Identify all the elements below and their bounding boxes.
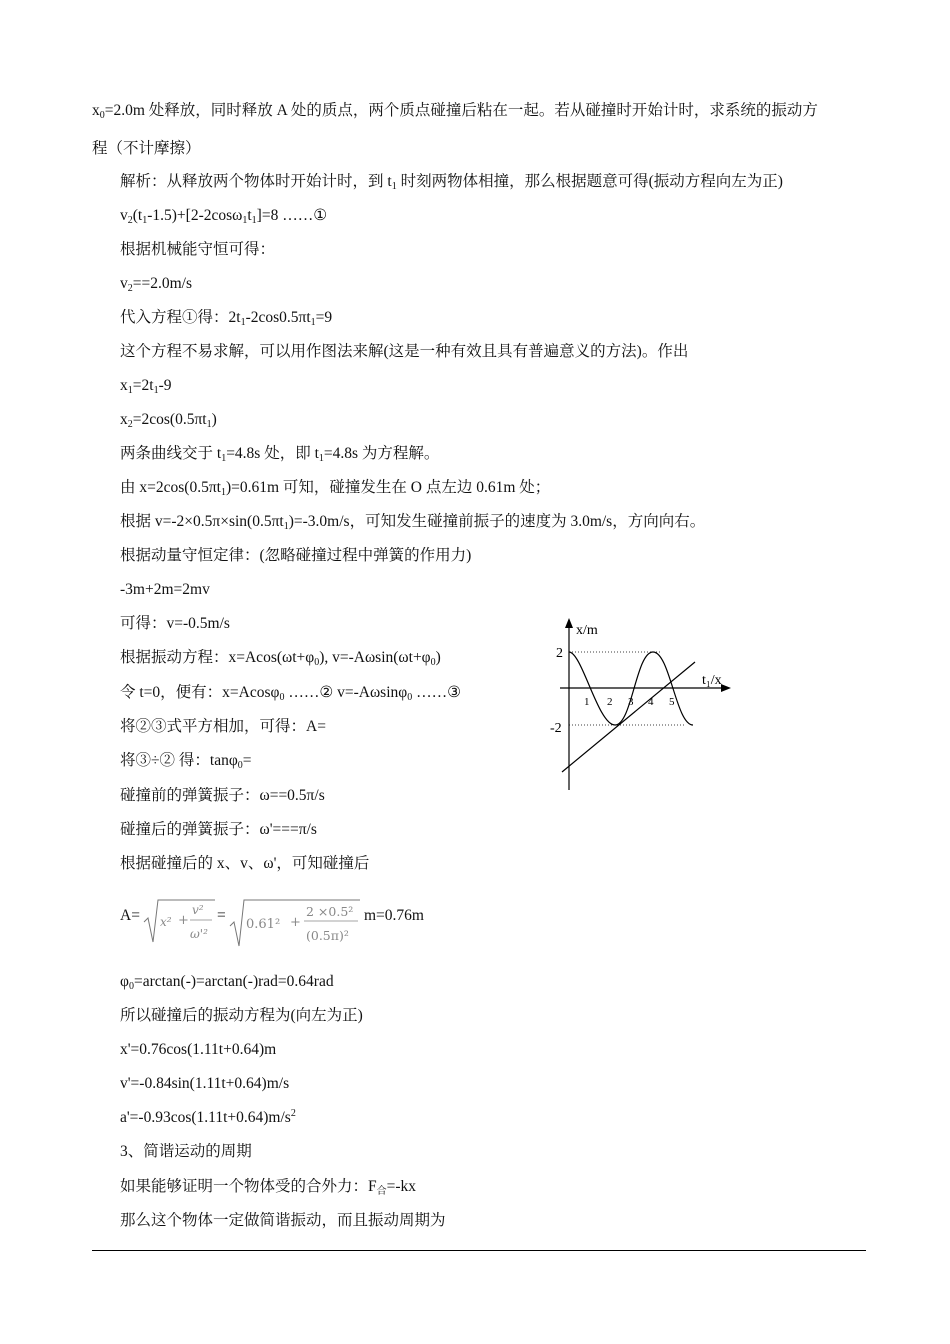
text-run: (t — [132, 207, 143, 224]
value-denominator: (0.5π)² — [306, 928, 349, 943]
subscript: 合 — [376, 1186, 387, 1197]
subscript: 1 — [318, 453, 324, 464]
text-run: x — [120, 377, 128, 394]
term-w2: ω'² — [190, 927, 208, 941]
text-run: 可得：v=-0.5m/s — [120, 615, 230, 632]
text-run: 碰撞后的弹簧振子：ω'===π/s — [120, 821, 317, 838]
y-tick-2: 2 — [556, 646, 563, 661]
text-line-p4 — [120, 240, 275, 260]
x-tick-4: 4 — [648, 696, 654, 708]
text-line-p28 — [120, 1108, 296, 1128]
text-run: ) — [211, 411, 217, 428]
text-line-p7 — [120, 342, 688, 362]
x-tick-5: 5 — [669, 696, 675, 708]
subscript: 1 — [153, 385, 159, 396]
text-line-p16 — [120, 648, 441, 668]
text-run: 根据 v=-2×0.5π×sin(0.5πt — [120, 513, 284, 530]
text-line-p13 — [120, 546, 471, 566]
equals-sign: = — [217, 907, 226, 924]
subscript: 1 — [251, 215, 257, 226]
subscript: 1 — [221, 453, 227, 464]
text-line-p27 — [120, 1074, 289, 1094]
text-run: 3、简谐运动的周期 — [120, 1143, 252, 1160]
text-run: φ — [120, 973, 129, 990]
text-line-p12 — [120, 512, 705, 532]
x-tick-2: 2 — [607, 696, 613, 708]
term-x2: x² — [160, 915, 172, 929]
formula-rhs: m=0.76m — [364, 907, 424, 924]
text-run: 这个方程不易求解，可以用作图法来解(这是一种有效且具有普遍意义的方法)。作出 — [120, 343, 689, 360]
text-line-p21 — [120, 820, 317, 840]
text-line-p9 — [120, 410, 217, 430]
text-line-p26 — [120, 1040, 276, 1060]
subscript: 1 — [242, 215, 248, 226]
text-run: ]=8 ……① — [256, 207, 328, 224]
subscript: 0 — [128, 981, 134, 992]
text-line-p31 — [120, 1211, 446, 1231]
text-run: ==2.0m/s — [132, 275, 193, 292]
text-line-p6 — [120, 308, 332, 328]
x-tick-1: 1 — [584, 696, 590, 708]
subscript: 1 — [206, 419, 212, 430]
text-run: = — [242, 752, 252, 769]
text-line-p11 — [120, 478, 550, 498]
text-line-p1a — [92, 101, 818, 121]
text-run: 时刻两物体相撞，那么根据题意可得(振动方程向左为正) — [396, 173, 783, 190]
text-run: v'=-0.84sin(1.11t+0.64)m/s — [120, 1075, 290, 1092]
text-run: =4.8s 为方程解。 — [323, 445, 440, 462]
text-run: 两条曲线交于 t — [120, 445, 222, 462]
x-tick-3: 3 — [628, 696, 634, 708]
text-run: =2t — [132, 377, 154, 394]
text-run: 所以碰撞后的振动方程为(向左为正) — [120, 1007, 363, 1024]
subscript: 2 — [127, 419, 133, 430]
subscript: 1 — [310, 317, 316, 328]
text-run: =arctan(-)=arctan(-)rad=0.64rad — [133, 973, 334, 990]
text-line-p15 — [120, 614, 230, 634]
intersection-graph — [530, 610, 740, 795]
text-run: =2.0m 处释放，同时释放 A 处的质点，两个质点碰撞后粘在一起。若从碰撞时开始计时，求系统的振动方 — [104, 102, 818, 119]
text-run: 根据振动方程：x=Acos(ωt+φ — [120, 649, 315, 666]
formula-lhs: A= — [120, 907, 140, 924]
text-run: ), v=-Aωsin(ωt+φ — [319, 649, 431, 666]
subscript: 1 — [220, 487, 226, 498]
text-line-p14 — [120, 580, 210, 600]
text-run: -1.5)+[2-2cosω — [147, 207, 243, 224]
subscript: 0 — [99, 110, 105, 121]
text-line-p10 — [120, 444, 439, 464]
linear-line — [562, 662, 695, 772]
text-run: 令 t=0，便有：x=Acosφ — [120, 684, 280, 701]
text-run: t — [247, 207, 252, 224]
subscript: 1 — [127, 385, 133, 396]
text-line-p17 — [120, 683, 461, 703]
amplitude-formula — [120, 892, 480, 952]
text-line-p29 — [120, 1142, 252, 1162]
subscript: 0 — [407, 692, 413, 703]
subscript: 2 — [127, 283, 133, 294]
text-run: -9 — [158, 377, 172, 394]
text-run: ) — [435, 649, 441, 666]
text-run: 如果能够证明一个物体受的合外力：F — [120, 1178, 377, 1195]
text-run: 解析：从释放两个物体时开始计时，到 t — [120, 173, 392, 190]
subscript: 1 — [391, 181, 397, 192]
text-run: v — [120, 275, 128, 292]
text-run: =4.8s 处，即 t — [226, 445, 319, 462]
text-line-p2 — [120, 172, 783, 192]
subscript: 1 — [142, 215, 148, 226]
text-run: 根据机械能守恒可得： — [120, 241, 276, 258]
text-line-p22 — [120, 854, 369, 874]
text-run: 根据碰撞后的 x、v、ω'，可知碰撞后 — [120, 855, 370, 872]
text-run: a'=-0.93cos(1.11t+0.64)m/s — [120, 1109, 291, 1126]
text-run: x — [120, 411, 128, 428]
text-run: 将②③式平方相加，可得：A= — [120, 718, 326, 735]
text-run: v — [120, 207, 128, 224]
subscript: 0 — [279, 692, 285, 703]
value-numerator: 2 ×0.5² — [306, 904, 354, 919]
text-run: 由 x=2cos(0.5πt — [120, 479, 221, 496]
plus-sign-1: + — [178, 913, 189, 928]
text-run: )=0.61m 可知，碰撞发生在 O 点左边 0.61m 处； — [225, 479, 551, 496]
subscript: 0 — [314, 657, 320, 668]
text-run: 根据动量守恒定律：(忽略碰撞过程中弹簧的作用力) — [120, 547, 472, 564]
term-v2: v² — [192, 903, 204, 917]
text-line-p8 — [120, 376, 171, 396]
text-line-p20 — [120, 786, 325, 806]
x-axis-arrow — [721, 684, 731, 692]
subscript: 0 — [430, 657, 436, 668]
text-line-p19 — [120, 751, 252, 771]
text-run: -3m+2m=2mv — [120, 581, 210, 598]
subscript: 2 — [127, 215, 133, 226]
text-run: -2cos0.5πt — [245, 309, 311, 326]
text-run: 将③÷② 得：tanφ — [120, 752, 238, 769]
text-run: 程（不计摩擦） — [92, 140, 201, 157]
text-run: x — [92, 102, 100, 119]
text-run: ……② v=-Aωsinφ — [284, 684, 408, 701]
text-run: ……③ — [412, 684, 461, 701]
text-run: 那么这个物体一定做简谐振动，而且振动周期为 — [120, 1212, 446, 1229]
text-line-p1b — [92, 139, 201, 159]
text-line-p24 — [120, 972, 334, 992]
x-axis-label: t₁/x — [702, 673, 722, 688]
subscript: 1 — [240, 317, 246, 328]
y-axis-arrow — [565, 618, 573, 628]
text-line-p3 — [120, 206, 327, 226]
text-run: =-kx — [386, 1178, 417, 1195]
text-run: 代入方程①得：2t — [120, 309, 241, 326]
subscript: 1 — [283, 521, 289, 532]
y-axis-label: x/m — [576, 623, 598, 638]
text-line-p5 — [120, 274, 192, 294]
text-line-p25 — [120, 1006, 363, 1026]
text-line-p18 — [120, 717, 326, 737]
subscript: 0 — [237, 760, 243, 771]
text-run: x'=0.76cos(1.11t+0.64)m — [120, 1041, 277, 1058]
text-line-p30 — [120, 1177, 416, 1197]
text-run: =9 — [315, 309, 333, 326]
y-tick-neg2: -2 — [550, 721, 562, 736]
superscript: 2 — [290, 1108, 296, 1119]
amplitude-formula-svg — [120, 892, 480, 952]
value-061-squared: 0.61² — [246, 917, 281, 932]
text-run: 碰撞前的弹簧振子：ω==0.5π/s — [120, 787, 325, 804]
plus-sign-2: + — [290, 915, 301, 930]
text-run: =2cos(0.5πt — [132, 411, 207, 428]
text-run: )=-3.0m/s，可知发生碰撞前振子的速度为 3.0m/s，方向向右。 — [288, 513, 706, 530]
footer-rule — [92, 1250, 866, 1251]
